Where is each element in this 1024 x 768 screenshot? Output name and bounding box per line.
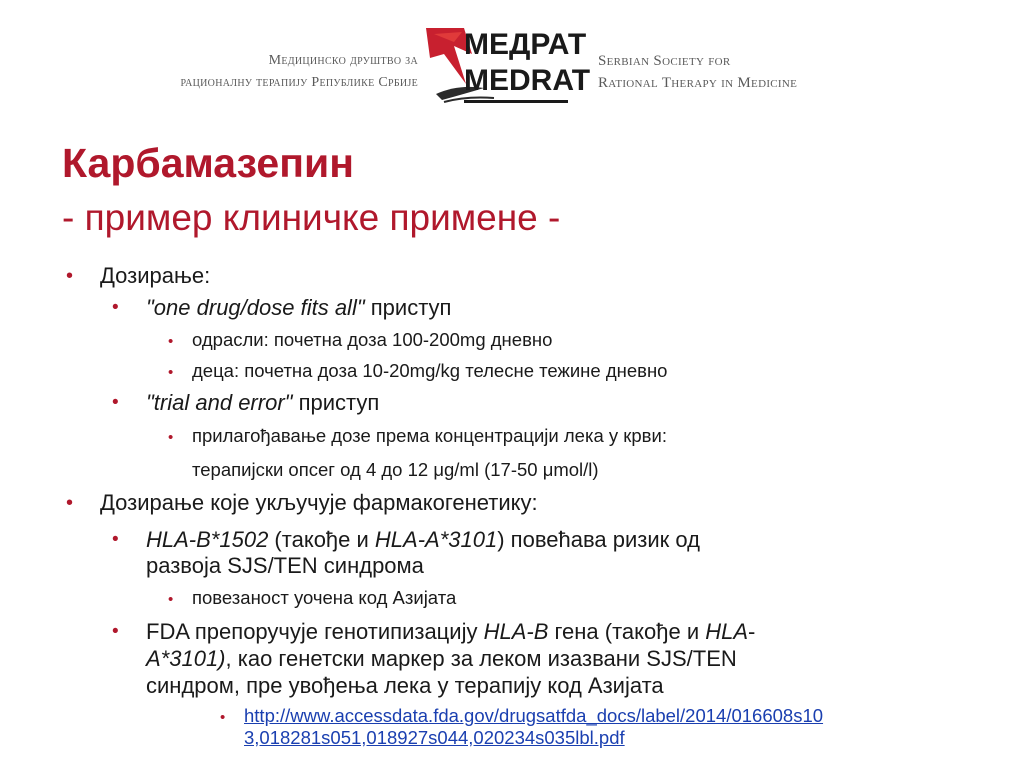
logo-text-bottom: MEDRAT xyxy=(464,64,591,97)
list-item-level3 xyxy=(192,424,667,448)
org-name-english-line1: Serbian Society for xyxy=(598,53,731,69)
bullet-marker: • xyxy=(112,529,119,550)
list-item-level3 xyxy=(192,359,667,383)
list-item-text: Дозирање које укључује фармакогенетику: xyxy=(100,490,538,515)
list-item-level2 xyxy=(146,390,379,416)
fda-label-link-line1[interactable]: http://www.accessdata.fda.gov/drugsatfda_docs/label/2014/016608s10 xyxy=(244,705,824,726)
list-item-level2-continuation xyxy=(146,673,664,699)
org-name-english-line2: Rational Therapy in Medicine xyxy=(598,75,798,91)
bullet-marker: • xyxy=(112,297,119,318)
bullet-marker: • xyxy=(168,429,174,446)
list-item-level2-continuation xyxy=(146,646,737,672)
list-item-text: синдром, пре увођења лека у терапију код Азијата xyxy=(146,673,664,698)
list-item-text: , као генетски маркер за леком изазвани SJS/TEN xyxy=(225,646,737,671)
list-item-text-italic: "one drug/dose fits all" xyxy=(146,295,365,320)
gene-name-text: HLA xyxy=(705,619,749,644)
slide-title-main: Карбамазепин xyxy=(62,140,354,186)
list-item-level1 xyxy=(100,263,210,289)
gene-name-text: HLA-B xyxy=(483,619,549,644)
gene-name-text: A*3101) xyxy=(146,646,226,671)
fda-label-link-line2[interactable]: 3,018281s051,018927s044,020234s035lbl.pdf xyxy=(244,727,625,748)
org-name-serbian-line1: Медицинско друштво за xyxy=(268,53,418,68)
bullet-marker: • xyxy=(112,621,119,642)
gene-name-text: HLA-A*3101 xyxy=(374,527,498,552)
list-item-text: ) повећава ризик од xyxy=(497,527,700,552)
list-item-level3-continuation xyxy=(192,458,599,482)
list-item-text: Дозирање: xyxy=(100,263,211,288)
list-item-level1 xyxy=(100,490,538,516)
list-item-text: одрасли: почетна доза 100-200mg дневно xyxy=(192,329,553,350)
bullet-marker: • xyxy=(168,364,174,381)
logo-text-top: МЕДРАТ xyxy=(464,28,587,61)
list-item-level2 xyxy=(146,619,755,645)
list-item-level3 xyxy=(192,328,552,352)
bullet-marker: • xyxy=(168,333,174,350)
org-name-serbian-line2: рационалну терапију Републике Србије xyxy=(180,75,418,90)
list-item-level3 xyxy=(192,586,456,610)
slide-title-sub: - пример клиничке примене - xyxy=(62,197,561,238)
bullet-marker: • xyxy=(220,709,226,726)
list-item-text: прилагођавање дозе према концентрацији лека у крви: xyxy=(192,425,667,446)
list-item-text: развоја SJS/TEN синдрома xyxy=(146,553,424,578)
list-item-text: гена (такође и xyxy=(548,619,706,644)
gene-name-text: HLA-B*1502 xyxy=(146,527,269,552)
list-item-text: приступ xyxy=(292,390,380,415)
list-item-text: FDA препоручује генотипизацију xyxy=(146,619,484,644)
list-item-level2-continuation xyxy=(146,553,424,579)
list-item-text: повезаност уочена код Азијата xyxy=(192,587,457,608)
bullet-marker: • xyxy=(66,265,74,287)
bullet-marker: • xyxy=(168,591,174,608)
list-item-text: - xyxy=(748,619,756,644)
fda-label-link-continuation[interactable] xyxy=(244,726,625,750)
list-item-text: деца: почетна доза 10-20mg/kg телесне тежине дневно xyxy=(192,360,668,381)
list-item-text: приступ xyxy=(364,295,452,320)
list-item-level2 xyxy=(146,527,700,553)
fda-label-link[interactable] xyxy=(244,704,823,728)
bullet-marker: • xyxy=(112,392,119,413)
list-item-text: (такође и xyxy=(268,527,375,552)
list-item-level2 xyxy=(146,295,451,321)
list-item-text-italic: "trial and error" xyxy=(146,390,293,415)
bullet-marker: • xyxy=(66,492,74,514)
list-item-text: терапијски опсег од 4 до 12 μg/ml (17-50 μmol/l) xyxy=(192,459,599,480)
